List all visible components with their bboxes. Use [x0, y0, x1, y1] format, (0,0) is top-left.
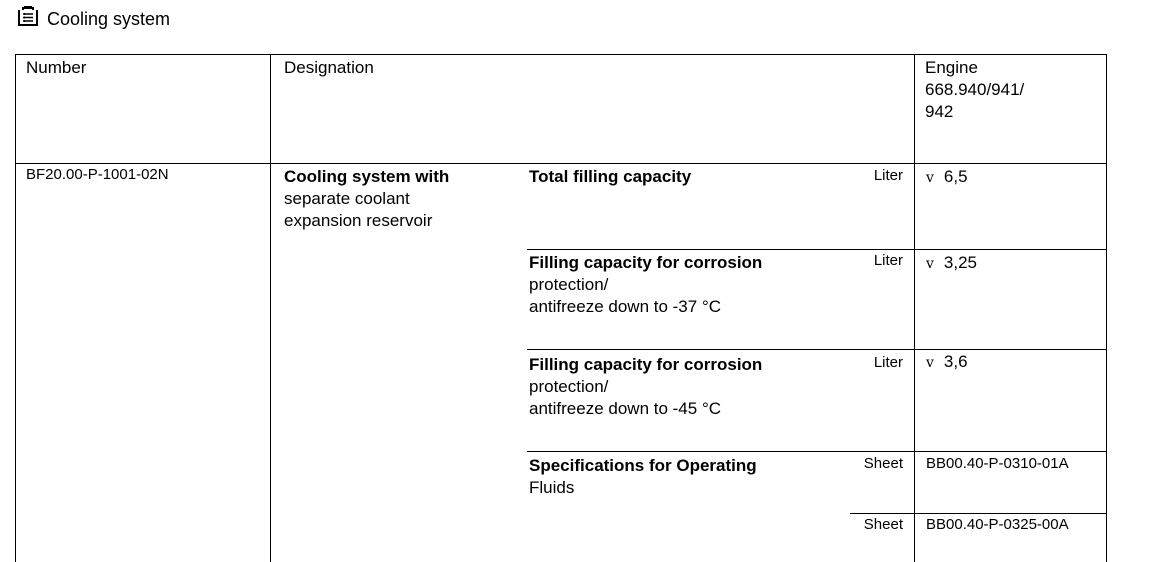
item-unit: Liter — [873, 167, 903, 184]
item-value: v 3,6 — [926, 352, 968, 371]
document-list-icon — [17, 5, 39, 27]
item-value: v 3,25 — [926, 253, 978, 272]
column-header-number: Number — [26, 58, 87, 77]
row-number: BF20.00-P-1001-02N — [26, 166, 169, 183]
page-title: Cooling system — [47, 9, 171, 29]
item-label: Specifications for Operating Fluids — [529, 456, 757, 497]
column-header-engine: Engine 668.940/941/ 942 — [925, 58, 1025, 121]
item-unit: Liter — [873, 252, 903, 269]
approx-symbol: v — [926, 170, 934, 186]
column-header-designation: Designation — [284, 58, 374, 77]
item-unit: Sheet — [863, 516, 903, 533]
item-label: Filling capacity for corrosion protection/ antifreeze down to -37 °C — [529, 253, 763, 316]
row-designation: Cooling system with separate coolant expansion reservoir — [284, 167, 450, 230]
item-label: Total filling capacity — [529, 167, 692, 186]
approx-symbol: v — [926, 256, 934, 272]
sheet-reference: BB00.40-P-0325-00A — [926, 516, 1069, 533]
item-unit: Liter — [873, 354, 903, 371]
item-label: Filling capacity for corrosion protection/ antifreeze down to -45 °C — [529, 355, 763, 418]
item-unit: Sheet — [863, 455, 903, 472]
sheet-reference: BB00.40-P-0310-01A — [926, 455, 1069, 472]
item-value: v 6,5 — [926, 167, 968, 186]
approx-symbol: v — [926, 355, 934, 371]
